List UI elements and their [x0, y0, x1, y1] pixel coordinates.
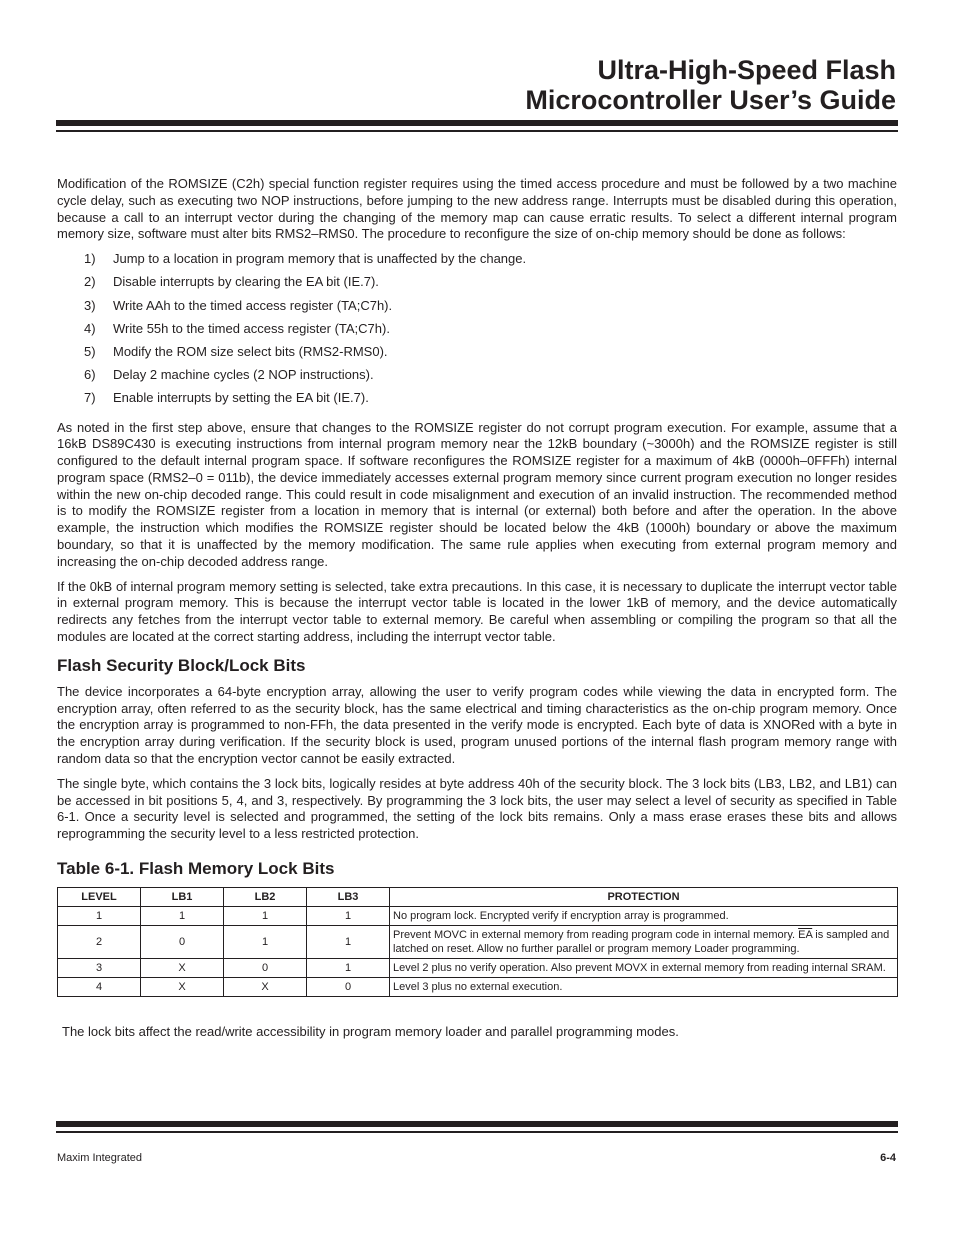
step-number: 5) [84, 343, 96, 359]
table-row [58, 907, 898, 926]
ea-overbar-signal: $\overline{EA}$ [798, 929, 813, 942]
header-rule-thin [56, 130, 898, 132]
footer-rule-thick [56, 1121, 898, 1127]
cell-lb3: 0 [307, 978, 390, 997]
step-text: Enable interrupts by setting the EA bit (IE.7). [113, 390, 369, 406]
footer-rule-thin [56, 1131, 898, 1133]
cell-lb1: 0 [141, 926, 224, 959]
cell-level: 2 [58, 926, 141, 959]
table-header-row [58, 888, 898, 907]
cell-lb3: 1 [307, 907, 390, 926]
section-heading: Flash Security Block/Lock Bits [57, 655, 306, 675]
cell-level: 4 [58, 978, 141, 997]
cell-lb2: X [224, 978, 307, 997]
protection-text-start: Prevent MOVC in external memory from reading program code in internal memory. [393, 929, 799, 942]
step-number: 6) [84, 367, 96, 383]
footer-company: Maxim Integrated [57, 1152, 142, 1164]
cell-level: 1 [58, 907, 141, 926]
column-header: LB2 [224, 888, 307, 907]
column-header: PROTECTION [390, 888, 898, 907]
cell-lb1: X [141, 959, 224, 978]
list-item [57, 390, 897, 413]
zero-kb-paragraph: If the 0kB of internal program memory setting is selected, take extra precautions. In this case, it is necessary to duplicate the interrupt vector table in external program memory. This is because the interrupt vector table is located in the lower 1kB of memory, and the device automatically redirects any fetches from the interrupt vector table to external memory. Be careful when assembling or compiling the program so that all the modules are located at the correct starting address, including the interrupt vector table. [57, 578, 897, 645]
cell-lb2: 0 [224, 959, 307, 978]
cell-lb3: 1 [307, 926, 390, 959]
cell-lb2: 1 [224, 926, 307, 959]
column-header: LB3 [307, 888, 390, 907]
list-item [57, 367, 897, 390]
list-item [57, 298, 897, 321]
cell-lb1: X [141, 978, 224, 997]
cell-lb3: 1 [307, 959, 390, 978]
page-number: 6-4 [880, 1152, 896, 1164]
cell-level: 3 [58, 959, 141, 978]
title-line-2: Microcontroller User’s Guide [525, 85, 896, 115]
step-text: Modify the ROM size select bits (RMS2-RMS0). [113, 343, 388, 359]
step-text: Write AAh to the timed access register (TA;C7h). [113, 297, 393, 313]
cell-protection: Level 3 plus no external execution. [390, 978, 898, 997]
table-row [58, 959, 898, 978]
romsize-paragraph: As noted in the first step above, ensure that changes to the ROMSIZE register do not corrupt program execution. For example, assume that a 16kB DS89C430 is executing instructions from internal program memory near the 12kB boundary (~3000h) and the ROMSIZE register is still configured to the default internal program space. If software reconfigures the ROMSIZE register for a maximum of 4kB (0000h–0FFFh) internal program space (RMS2–0 = 011b), the device immediately accesses external program memory since current program execution no longer resides within the new on-chip decoded range. This could result in code misalignment and execution of an invalid instruction. The recommended method is to modify the ROMSIZE register from a location in memory that is internal (or external) both before and after the operation. In the above example, the instruction which modifies the ROMSIZE register should be located below the 4kB (1000h) boundary or above the maximum boundary, so that it is unaffected by the memory modification. The same rule applies when executing from external program memory and increasing the on-chip decoded address range. [57, 419, 897, 569]
step-number: 4) [84, 320, 96, 336]
main-content [57, 176, 897, 1049]
column-header: LB1 [141, 888, 224, 907]
step-number: 1) [84, 251, 96, 267]
column-header: LEVEL [58, 888, 141, 907]
step-number: 2) [84, 274, 96, 290]
step-number: 3) [84, 297, 96, 313]
list-item [57, 274, 897, 297]
list-item [57, 251, 897, 274]
step-text: Delay 2 machine cycles (2 NOP instructions). [113, 367, 374, 383]
procedure-steps [57, 251, 897, 413]
step-text: Write 55h to the timed access register (TA;C7h). [113, 320, 390, 336]
lock-bits-table [57, 887, 898, 997]
list-item [57, 321, 897, 344]
table-note: The lock bits affect the read/write accessibility in program memory loader and parallel programming modes. [62, 1024, 679, 1040]
list-item [57, 344, 897, 367]
protection-text-end: is sampled and latched on reset. Allow no further parallel or program memory Loader programming. [393, 929, 890, 956]
table-row [58, 978, 898, 997]
cell-protection [390, 926, 898, 959]
header-rule-thick [56, 120, 898, 126]
table-caption: Table 6-1. Flash Memory Lock Bits [57, 859, 335, 879]
lock-bits-paragraph: The single byte, which contains the 3 lock bits, logically resides at byte address 40h of the security block. The 3 lock bits (LB3, LB2, and LB1) can be accessed in bit positions 5, 4, and 3, respectively. By programming the 3 lock bits, the user may select a level of security as specified in Table 6-1. Once a security level is selected and programmed, the setting of the lock bits remains. Only a mass erase erases these bits and allows reprogramming the security level to a less restricted protection. [57, 775, 897, 842]
table-row [58, 926, 898, 959]
cell-lb2: 1 [224, 907, 307, 926]
step-text: Jump to a location in program memory that is unaffected by the change. [113, 251, 527, 267]
step-number: 7) [84, 390, 96, 406]
title-line-1: Ultra-High-Speed Flash [597, 55, 896, 85]
cell-lb1: 1 [141, 907, 224, 926]
document-title [525, 55, 896, 115]
intro-paragraph: Modification of the ROMSIZE (C2h) special function register requires using the timed access procedure and must be followed by a two machine cycle delay, such as executing two NOP instructions, before jumping to the new address range. Interrupts must be disabled during this operation, because a call to an interrupt vector during the changing of the memory map can cause erratic results. To select a different internal program memory size, software must alter bits RMS2–RMS0. The procedure to reconfigure the size of on-chip memory should be done as follows: [57, 176, 897, 242]
encryption-paragraph: The device incorporates a 64-byte encryption array, allowing the user to verify program codes while viewing the data in encrypted form. The encryption array, often referred to as the security block, has the same electrical and timing characteristics as the on-chip program memory. Once the encryption array is programmed to non-FFh, the data presented in the verify mode is encrypted. Each byte of data is XNORed with a byte in the encryption array during verification. If the security block is used, program unused portions of the internal flash program memory range with random data so that the encryption vector cannot be easily extracted. [57, 683, 897, 767]
cell-protection: No program lock. Encrypted verify if encryption array is programmed. [390, 907, 898, 926]
cell-protection: Level 2 plus no verify operation. Also prevent MOVX in external memory from reading internal SRAM. [390, 959, 898, 978]
step-text: Disable interrupts by clearing the EA bit (IE.7). [113, 274, 379, 290]
